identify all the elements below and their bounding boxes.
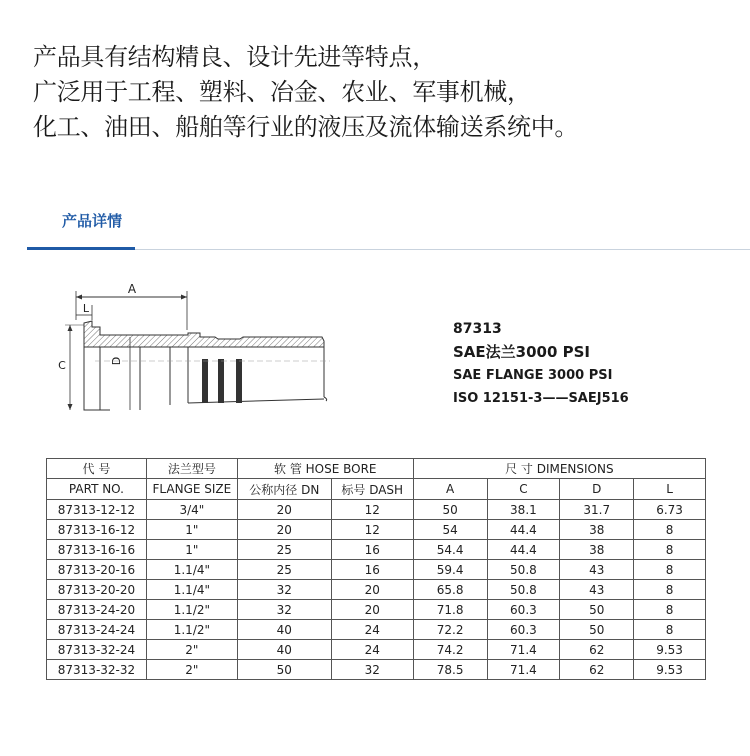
cell-d: 50 — [560, 620, 634, 640]
cell-l: 8 — [634, 520, 706, 540]
cell-a: 78.5 — [413, 660, 487, 680]
cell-l: 8 — [634, 600, 706, 620]
cell-dash: 32 — [331, 660, 413, 680]
cell-c: 60.3 — [487, 600, 560, 620]
cell-part-no: 87313-24-20 — [47, 600, 147, 620]
label-c: C — [58, 359, 66, 372]
cell-flange-size: 1.1/2" — [146, 620, 237, 640]
header-flange-type: 法兰型号 — [146, 459, 237, 479]
cell-l: 8 — [634, 560, 706, 580]
cell-part-no: 87313-12-12 — [47, 500, 147, 520]
table-row — [47, 600, 706, 620]
label-d: D — [110, 356, 123, 366]
cell-dn: 32 — [237, 580, 331, 600]
cell-d: 38 — [560, 520, 634, 540]
cell-c: 71.4 — [487, 640, 560, 660]
header-part-no: PART NO. — [47, 479, 147, 500]
cell-dash: 12 — [331, 520, 413, 540]
dimension-l — [76, 302, 92, 320]
cell-dn: 25 — [237, 540, 331, 560]
cell-dash: 16 — [331, 560, 413, 580]
cell-a: 54 — [413, 520, 487, 540]
cell-dn: 40 — [237, 620, 331, 640]
label-a: A — [127, 282, 137, 296]
cell-d: 62 — [560, 660, 634, 680]
header-code: 代 号 — [47, 459, 147, 479]
dimensions-table — [46, 458, 706, 680]
cell-l: 8 — [634, 540, 706, 560]
header-dash: 标号 DASH — [331, 479, 413, 500]
cell-c: 50.8 — [487, 560, 560, 580]
table-row — [47, 560, 706, 580]
header-c: C — [487, 479, 560, 500]
cell-c: 50.8 — [487, 580, 560, 600]
dimension-a — [76, 282, 187, 330]
table-row — [47, 540, 706, 560]
cell-dash: 24 — [331, 640, 413, 660]
cell-l: 9.53 — [634, 660, 706, 680]
header-dimensions: 尺 寸 DIMENSIONS — [413, 459, 705, 479]
cell-dn: 20 — [237, 520, 331, 540]
cell-flange-size: 2" — [146, 660, 237, 680]
cell-part-no: 87313-20-16 — [47, 560, 147, 580]
standard: ISO 12151-3——SAEJ516 — [453, 391, 629, 406]
cell-dn: 40 — [237, 640, 331, 660]
cell-l: 8 — [634, 580, 706, 600]
flange-cn: SAE法兰3000 PSI — [453, 343, 591, 361]
part-number: 87313 — [453, 321, 502, 337]
cell-c: 44.4 — [487, 520, 560, 540]
intro-text — [33, 40, 733, 145]
table-row — [47, 500, 706, 520]
cell-dn: 32 — [237, 600, 331, 620]
intro-line: 化工、油田、船舶等行业的液压及流体输送系统中。 — [33, 113, 579, 141]
cell-flange-size: 1" — [146, 540, 237, 560]
table-row — [47, 660, 706, 680]
cell-dash: 20 — [331, 580, 413, 600]
cell-l: 8 — [634, 620, 706, 640]
cell-l: 6.73 — [634, 500, 706, 520]
header-l: L — [634, 479, 706, 500]
cell-part-no: 87313-32-24 — [47, 640, 147, 660]
dimension-d — [110, 337, 130, 410]
cell-flange-size: 1.1/2" — [146, 600, 237, 620]
cell-c: 60.3 — [487, 620, 560, 640]
table-row — [47, 520, 706, 540]
cell-dn: 25 — [237, 560, 331, 580]
cell-dash: 12 — [331, 500, 413, 520]
cell-d: 31.7 — [560, 500, 634, 520]
table-row — [47, 640, 706, 660]
flange-en: SAE FLANGE 3000 PSI — [453, 368, 613, 383]
tab-product-details[interactable]: 产品详情 — [62, 212, 123, 230]
cell-part-no: 87313-24-24 — [47, 620, 147, 640]
header-hose: 软 管 HOSE BORE — [237, 459, 413, 479]
cell-a: 71.8 — [413, 600, 487, 620]
cell-flange-size: 3/4" — [146, 500, 237, 520]
cell-c: 38.1 — [487, 500, 560, 520]
cell-a: 50 — [413, 500, 487, 520]
cell-part-no: 87313-32-32 — [47, 660, 147, 680]
cell-dash: 24 — [331, 620, 413, 640]
cell-c: 44.4 — [487, 540, 560, 560]
table-row — [47, 620, 706, 640]
cell-dn: 50 — [237, 660, 331, 680]
cell-d: 43 — [560, 560, 634, 580]
cell-d: 62 — [560, 640, 634, 660]
cell-part-no: 87313-20-20 — [47, 580, 147, 600]
cell-l: 9.53 — [634, 640, 706, 660]
cell-flange-size: 1.1/4" — [146, 560, 237, 580]
cell-a: 59.4 — [413, 560, 487, 580]
cell-a: 72.2 — [413, 620, 487, 640]
cell-a: 65.8 — [413, 580, 487, 600]
cell-flange-size: 1" — [146, 520, 237, 540]
cell-part-no: 87313-16-12 — [47, 520, 147, 540]
table-row — [47, 580, 706, 600]
header-d: D — [560, 479, 634, 500]
cell-flange-size: 1.1/4" — [146, 580, 237, 600]
header-a: A — [413, 479, 487, 500]
header-dn: 公称内径 DN — [237, 479, 331, 500]
cell-d: 50 — [560, 600, 634, 620]
cell-dash: 20 — [331, 600, 413, 620]
header-flange-size: FLANGE SIZE — [146, 479, 237, 500]
cell-dn: 20 — [237, 500, 331, 520]
tab-active-indicator — [27, 247, 135, 250]
fitting-drawing — [40, 275, 340, 425]
intro-line: 产品具有结构精良、设计先进等特点， — [33, 43, 436, 71]
product-specs — [453, 318, 629, 410]
cell-dash: 16 — [331, 540, 413, 560]
cell-c: 71.4 — [487, 660, 560, 680]
cell-a: 54.4 — [413, 540, 487, 560]
label-l: L — [82, 302, 90, 315]
cell-d: 38 — [560, 540, 634, 560]
cell-part-no: 87313-16-16 — [47, 540, 147, 560]
dimension-c — [58, 325, 84, 410]
intro-line: 广泛用于工程、塑料、冶金、农业、军事机械， — [33, 78, 531, 106]
cell-d: 43 — [560, 580, 634, 600]
tab-divider — [27, 249, 750, 250]
cell-a: 74.2 — [413, 640, 487, 660]
cell-flange-size: 2" — [146, 640, 237, 660]
